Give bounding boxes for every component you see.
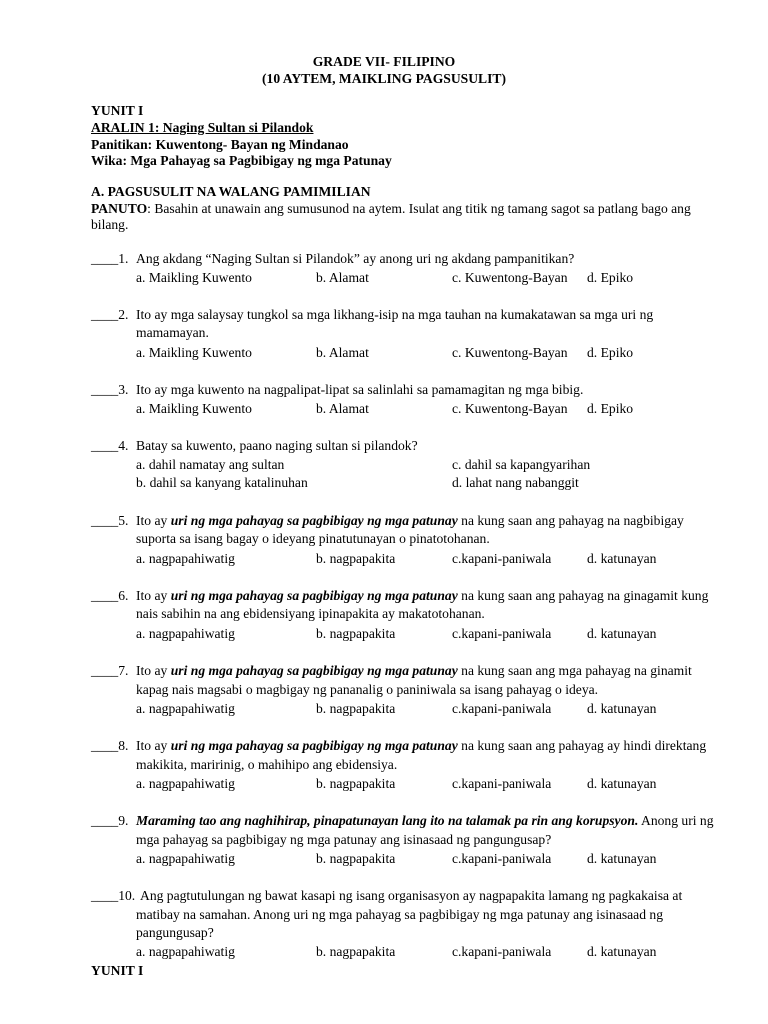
option-b: b. nagpapakita [316,944,396,959]
option-b: b. nagpapakita [316,551,396,566]
instructions-text-cont: bilang. [91,217,129,232]
question-1-text: Ang akdang “Naging Sultan si Pilandok” ay anong uri ng akdang pampanitikan? [136,251,575,266]
option-a: a. nagpapahiwatig [136,626,235,641]
answer-blank-1: ____1. [91,251,129,266]
option-d: d. katunayan [587,551,657,566]
option-a: a. nagpapahiwatig [136,944,235,959]
option-a: a. dahil namatay ang sultan [136,457,285,472]
option-c: c.kapani-paniwala [452,776,552,791]
question-10-text-cont2: pangungusap? [136,925,214,940]
option-a: a. Maikling Kuwento [136,401,252,416]
question-6-text [136,587,708,604]
page-subtitle: (10 AYTEM, MAIKLING PAGSUSULIT) [262,71,506,86]
question-text-part: na kung saan ang pahayag ay hindi direktang [457,738,707,753]
question-emphasis: uri ng mga pahayag sa pagbibigay ng mga patunay [170,588,458,603]
answer-blank-6: ____6. [91,588,129,603]
option-c: c. Kuwentong-Bayan [452,270,568,285]
question-9-text [136,812,714,829]
option-c: c.kapani-paniwala [452,701,552,716]
lesson-title: ARALIN 1: Naging Sultan si Pilandok [91,120,314,135]
footer-unit-label: YUNIT I [91,963,144,978]
question-4-text: Batay sa kuwento, paano naging sultan si pilandok? [136,438,418,453]
page-title: GRADE VII- FILIPINO [312,54,456,69]
question-text-part: na kung saan ang pahayag na ginagamit kung [457,588,709,603]
instructions-text: : Basahin at unawain ang sumusunod na aytem. Isulat ang titik ng tamang sagot sa patlang bago ang [147,201,691,216]
option-d: d. lahat nang nabanggit [452,475,579,490]
option-a: a. nagpapahiwatig [136,776,235,791]
option-d: d. Epiko [587,345,634,360]
answer-blank-2: ____2. [91,307,129,322]
question-7-text [136,662,692,679]
option-b: b. Alamat [316,401,369,416]
option-c: c. dahil sa kapangyarihan [452,457,591,472]
option-b: b. dahil sa kanyang katalinuhan [136,475,308,490]
option-b: b. nagpapakita [316,701,396,716]
instructions [91,200,691,217]
question-text-part: Ito ay [136,588,171,603]
question-9-text-cont: mga pahayag sa pagbibigay ng mga patunay ang isinasaad ng pangungusap? [136,832,552,847]
option-b: b. nagpapakita [316,626,396,641]
option-d: d. katunayan [587,851,657,866]
option-d: d. katunayan [587,626,657,641]
option-a: a. Maikling Kuwento [136,345,252,360]
option-c: c.kapani-paniwala [452,551,552,566]
question-text-part: Anong uri ng [638,813,714,828]
option-c: c. Kuwentong-Bayan [452,345,568,360]
answer-blank-5: ____5. [91,513,129,528]
answer-blank-4: ____4. [91,438,129,453]
question-8-text [136,737,706,754]
option-c: c.kapani-paniwala [452,626,552,641]
question-text-part: Ito ay [136,738,171,753]
option-c: c.kapani-paniwala [452,851,552,866]
option-a: a. Maikling Kuwento [136,270,252,285]
question-2-text-cont: mamamayan. [136,325,209,340]
option-a: a. nagpapahiwatig [136,851,235,866]
language-label: Wika: Mga Pahayag sa Pagbibigay ng mga Patunay [91,153,392,168]
instructions-label: PANUTO [91,201,148,216]
question-2-text: Ito ay mga salaysay tungkol sa mga likhang-isip na mga tauhan na kumakatawan sa mga uri ng [136,307,654,322]
option-d: d. Epiko [587,401,634,416]
option-d: d. katunayan [587,776,657,791]
unit-label: YUNIT I [91,103,144,118]
option-a: a. nagpapahiwatig [136,701,235,716]
literature-label: Panitikan: Kuwentong- Bayan ng Mindanao [91,137,349,152]
option-d: d. katunayan [587,944,657,959]
option-c: c. Kuwentong-Bayan [452,401,568,416]
answer-blank-7: ____7. [91,663,129,678]
option-c: c.kapani-paniwala [452,944,552,959]
question-8-text-cont: makikita, maririnig, o mahihipo ang ebidensiya. [136,757,398,772]
question-text-part: Ito ay [136,513,171,528]
answer-blank-3: ____3. [91,382,129,397]
option-b: b. nagpapakita [316,776,396,791]
option-b: b. Alamat [316,270,369,285]
question-text-part: Ito ay [136,663,171,678]
question-5-text-cont: suporta sa isang bagay o ideyang pinatutunayan o pinatotohanan. [136,531,490,546]
question-5-text [136,512,684,529]
option-a: a. nagpapahiwatig [136,551,235,566]
question-text-part: na kung saan ang pahayag na nagbibigay [457,513,684,528]
option-d: d. katunayan [587,701,657,716]
question-emphasis: uri ng mga pahayag sa pagbibigay ng mga patunay [170,513,458,528]
question-10-text: Ang pagtutulungan ng bawat kasapi ng isang organisasyon ay nagpapakita lamang ng pagkakaisa at [140,888,683,903]
question-3-text: Ito ay mga kuwento na nagpalipat-lipat sa salinlahi sa pamamagitan ng mga bibig. [136,382,584,397]
answer-blank-9: ____9. [91,813,129,828]
question-7-text-cont: kapag nais magsabi o magbigay ng pananalig o paniniwala sa isang pahayag o ideya. [136,682,599,697]
section-title: A. PAGSUSULIT NA WALANG PAMIMILIAN [91,184,371,199]
option-b: b. nagpapakita [316,851,396,866]
question-6-text-cont: nais sabihin na ang ebidensiyang ipinapakita ay makatotohanan. [136,606,485,621]
question-emphasis: uri ng mga pahayag sa pagbibigay ng mga patunay [170,738,458,753]
question-emphasis: uri ng mga pahayag sa pagbibigay ng mga patunay [170,663,458,678]
answer-blank-10: ____10. [91,888,136,903]
question-text-part: na kung saan ang mga pahayag na ginamit [457,663,692,678]
question-10-text-cont: matibay na samahan. Anong uri ng mga pahayag sa pagbibigay ng mga patunay ang isinasaad ng [136,907,663,922]
option-d: d. Epiko [587,270,634,285]
option-b: b. Alamat [316,345,369,360]
question-emphasis: Maraming tao ang naghihirap, pinapatunayan lang ito na talamak pa rin ang korupsyon. [136,813,639,828]
answer-blank-8: ____8. [91,738,129,753]
